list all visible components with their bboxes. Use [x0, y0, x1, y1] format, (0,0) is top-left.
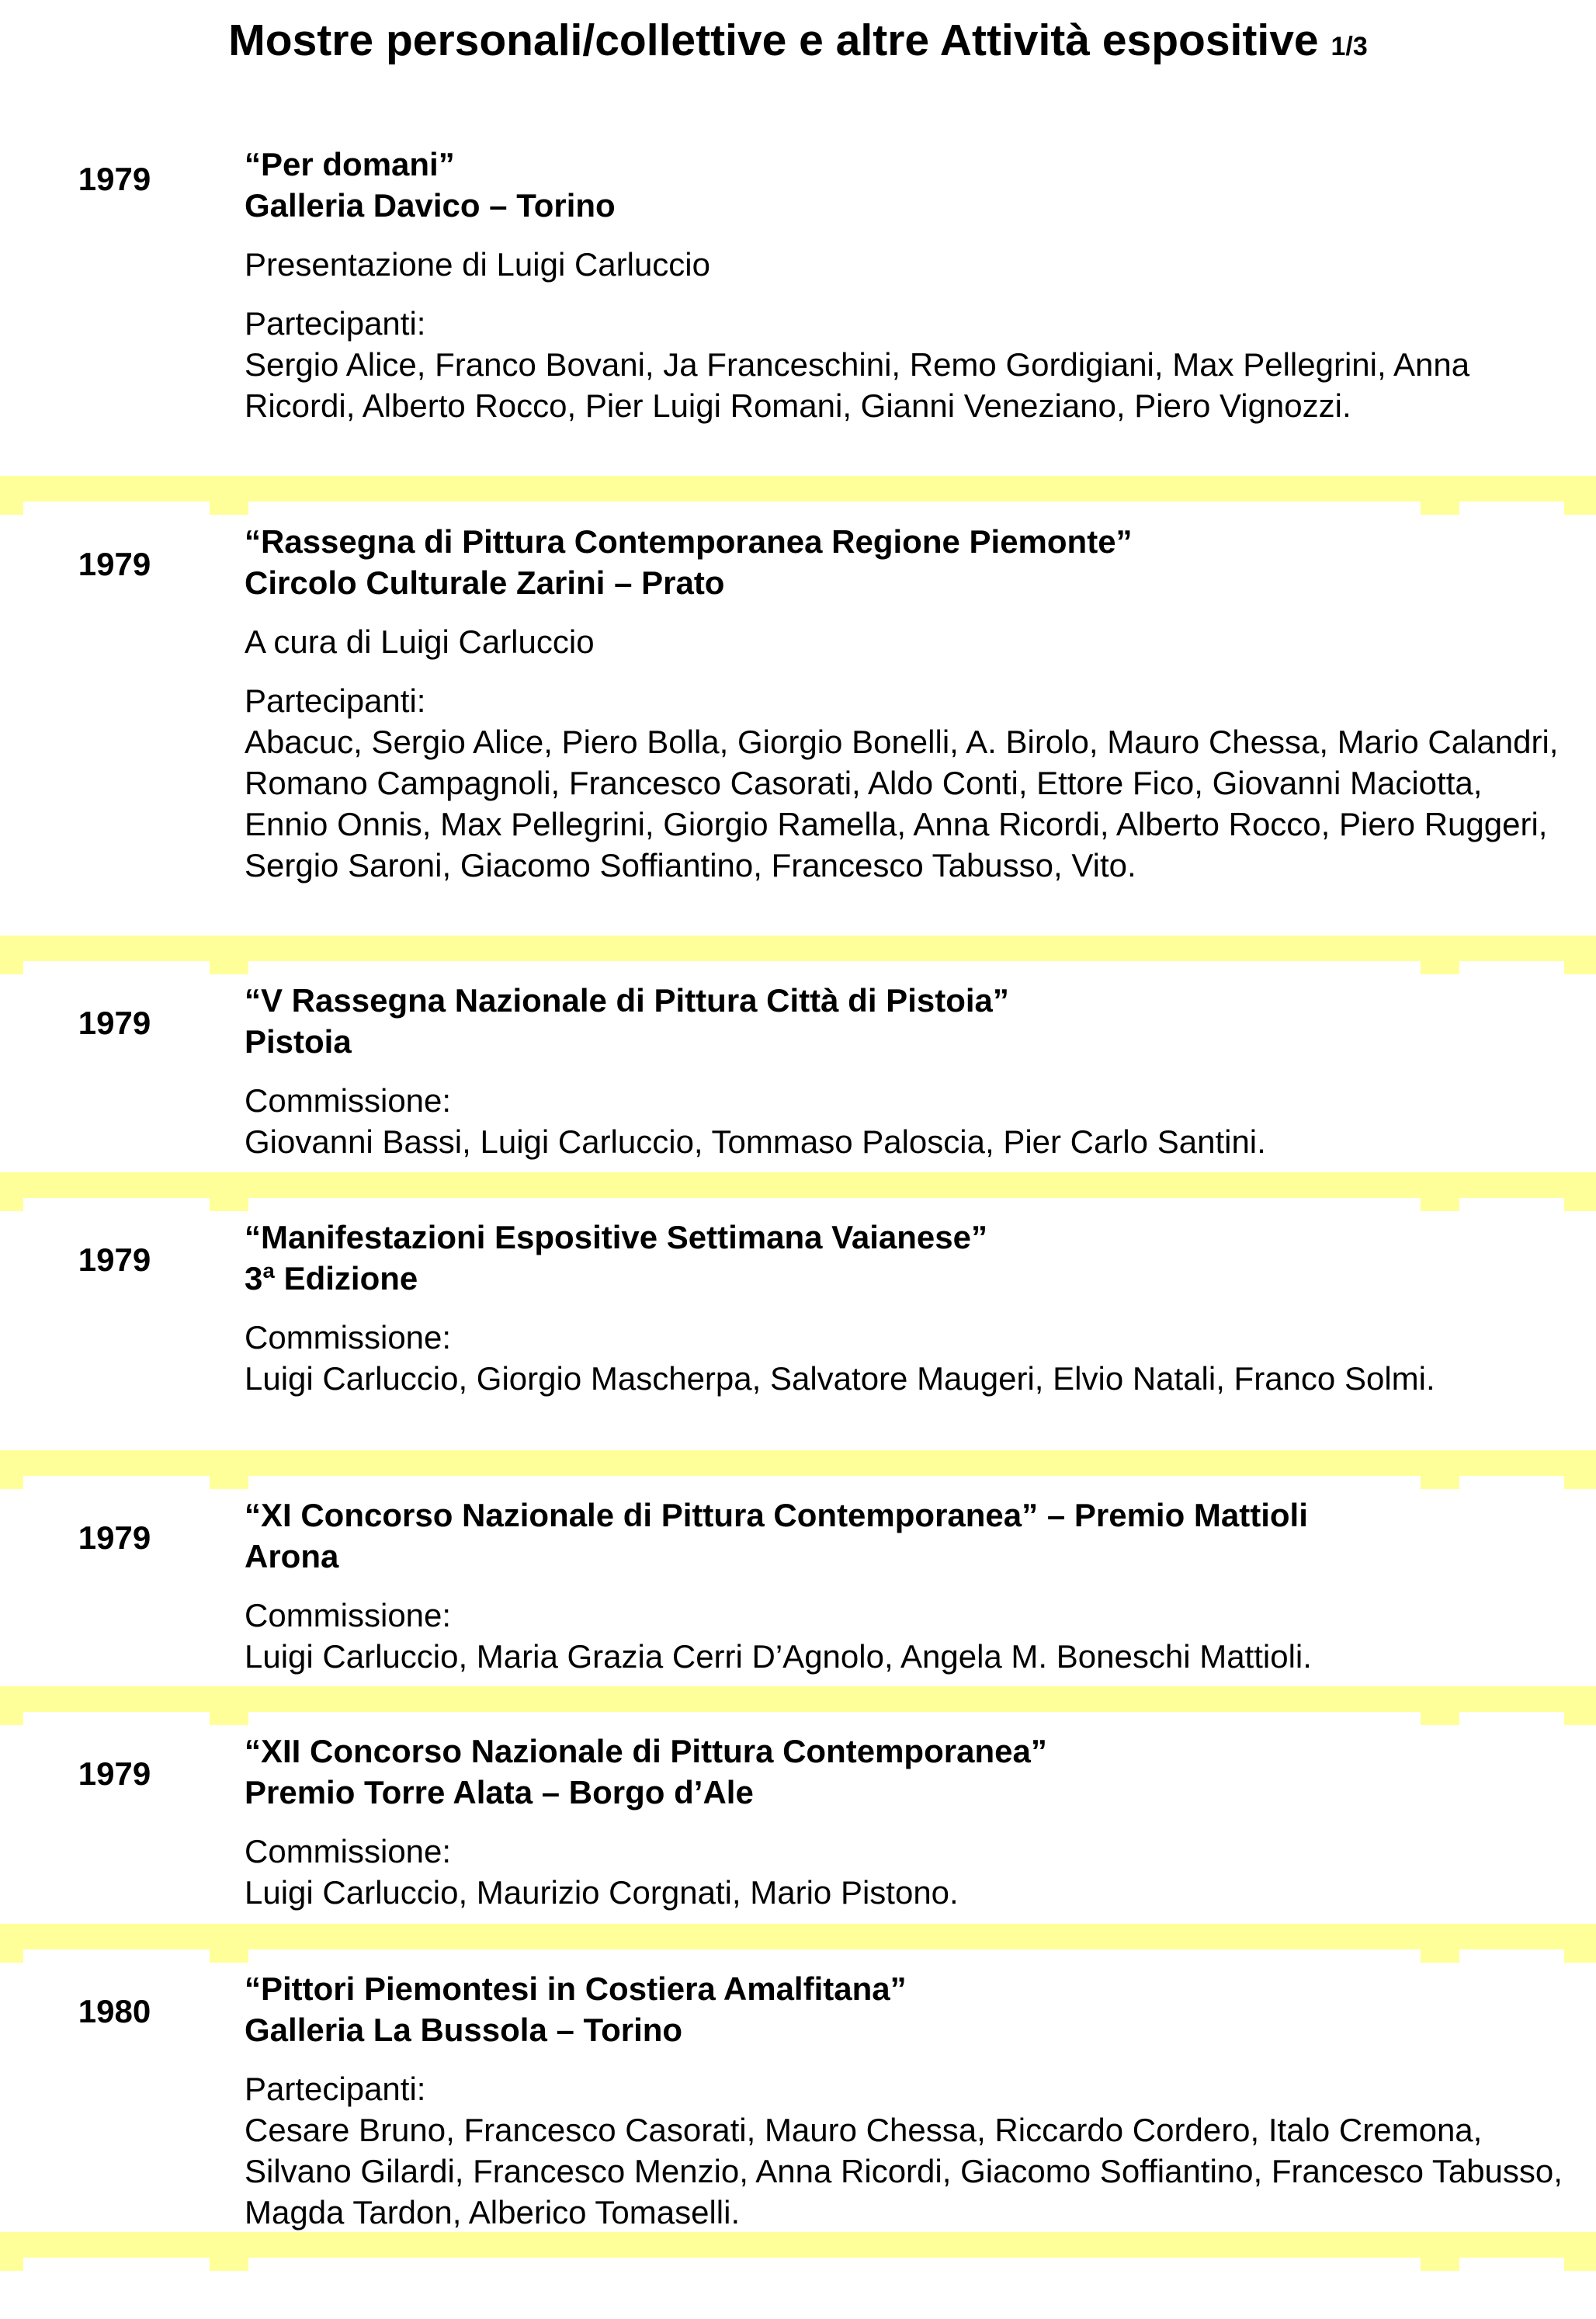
- entry-title: “Per domani”: [245, 146, 455, 182]
- block-label: Commissione:: [245, 1319, 452, 1356]
- entry-year: 1979: [78, 1519, 151, 1556]
- page-title: [0, 12, 1596, 75]
- entry-venue: Galleria La Bussola – Torino: [245, 2012, 683, 2048]
- entry-title: “V Rassegna Nazionale di Pittura Città di Pistoia”: [245, 982, 1009, 1019]
- section-divider: [0, 2232, 1596, 2271]
- block-label: Partecipanti:: [245, 305, 426, 342]
- entry-info-block: [245, 2068, 1564, 2233]
- section-divider: [0, 476, 1596, 515]
- block-label: Partecipanti:: [245, 682, 426, 719]
- block-names: Abacuc, Sergio Alice, Piero Bolla, Giorgio Bonelli, A. Birolo, Mauro Chessa, Mario Calandri, Romano Campagnoli, Francesco Casorati, Aldo Conti, Ettore Fico, Giovanni Maciotta, Ennio Onnis, Max Pellegrini, Giorgio Ramella, Anna Ricordi, Alberto Rocco, Piero Ruggeri, Sergio Saroni, Giacomo Soffiantino, Francesco Tabusso, Vito.: [245, 724, 1559, 884]
- block-label: Partecipanti:: [245, 2071, 426, 2107]
- entry-content: [245, 1217, 1564, 1399]
- block-label: Commissione:: [245, 1833, 452, 1869]
- entry-venue: Circolo Culturale Zarini – Prato: [245, 564, 725, 601]
- entry-info-block: [245, 303, 1564, 426]
- entry-venue: Galleria Davico – Torino: [245, 187, 616, 224]
- entry-venue: 3ª Edizione: [245, 1260, 418, 1297]
- entry-info-block: [245, 680, 1564, 886]
- entry-venue: Pistoia: [245, 1023, 352, 1060]
- entry-year: 1980: [78, 1993, 151, 2029]
- block-names: Sergio Alice, Franco Bovani, Ja Franceschini, Remo Gordigiani, Max Pellegrini, Anna Ricordi, Alberto Rocco, Pier Luigi Romani, Gianni Veneziano, Piero Vignozzi.: [245, 346, 1470, 424]
- entry-content: [245, 1495, 1564, 1677]
- section-divider: [0, 1924, 1596, 1963]
- block-label: Commissione:: [245, 1597, 452, 1633]
- entry-title: “Rassegna di Pittura Contemporanea Regione Piemonte”: [245, 523, 1133, 560]
- entry-info-block: [245, 1595, 1564, 1677]
- entry-title: “Pittori Piemontesi in Costiera Amalfitana”: [245, 1970, 907, 2007]
- section-divider: [0, 1686, 1596, 1725]
- entry-content: [245, 1968, 1564, 2233]
- entry-year: 1979: [78, 1755, 151, 1792]
- entry-year: 1979: [78, 1241, 151, 1278]
- entry-content: [245, 980, 1564, 1162]
- block-names: Luigi Carluccio, Giorgio Mascherpa, Salvatore Maugeri, Elvio Natali, Franco Solmi.: [245, 1360, 1435, 1397]
- page-title-text: Mostre personali/collettive e altre Attività espositive: [228, 16, 1319, 65]
- block-label: A cura di Luigi Carluccio: [245, 623, 595, 660]
- entry-info-block: [245, 1831, 1564, 1913]
- block-label: Commissione:: [245, 1082, 452, 1119]
- section-divider: [0, 936, 1596, 974]
- entry-title: “XII Concorso Nazionale di Pittura Contemporanea”: [245, 1733, 1047, 1769]
- entry-year: 1979: [78, 546, 151, 582]
- entry-venue: Premio Torre Alata – Borgo d’Ale: [245, 1774, 754, 1810]
- entry-content: [245, 1731, 1564, 1913]
- entry-title: “XI Concorso Nazionale di Pittura Contemporanea” – Premio Mattioli: [245, 1497, 1308, 1533]
- entry-info-block: [245, 1317, 1564, 1399]
- entry-content: [245, 144, 1564, 426]
- entry-venue: Arona: [245, 1538, 339, 1574]
- block-label: Presentazione di Luigi Carluccio: [245, 246, 710, 283]
- entry-year: 1979: [78, 1005, 151, 1041]
- entry-year: 1979: [78, 161, 151, 197]
- block-names: Luigi Carluccio, Maria Grazia Cerri D’Agnolo, Angela M. Boneschi Mattioli.: [245, 1638, 1312, 1675]
- block-names: Luigi Carluccio, Maurizio Corgnati, Mario Pistono.: [245, 1874, 959, 1911]
- page-indicator: 1/3: [1331, 32, 1368, 61]
- entry-info-block: [245, 244, 1564, 285]
- block-names: Giovanni Bassi, Luigi Carluccio, Tommaso Paloscia, Pier Carlo Santini.: [245, 1123, 1266, 1160]
- entry-info-block: [245, 1080, 1564, 1162]
- entry-info-block: [245, 621, 1564, 662]
- section-divider: [0, 1450, 1596, 1489]
- entry-title: “Manifestazioni Espositive Settimana Vaianese”: [245, 1219, 987, 1255]
- entry-content: [245, 521, 1564, 886]
- section-divider: [0, 1172, 1596, 1211]
- block-names: Cesare Bruno, Francesco Casorati, Mauro Chessa, Riccardo Cordero, Italo Cremona, Silvano Gilardi, Francesco Menzio, Anna Ricordi, Giacomo Soffiantino, Francesco Tabusso, Magda Tardon, Alberico Tomaselli.: [245, 2112, 1563, 2230]
